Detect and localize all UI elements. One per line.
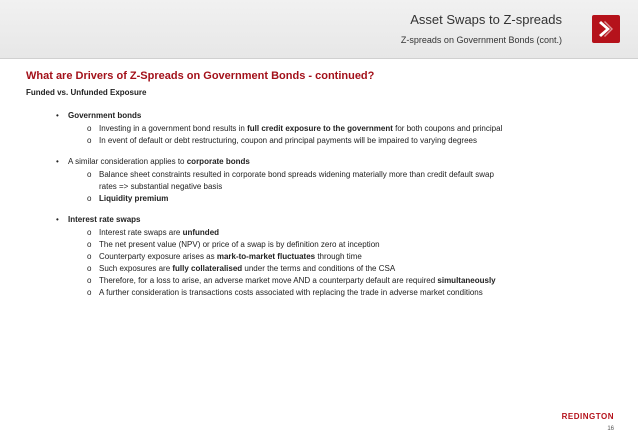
bullet-government-bonds: • Government bonds <box>56 111 142 120</box>
chevron-right-icon <box>598 20 614 38</box>
page-number: 16 <box>607 426 614 432</box>
section-label: Funded vs. Unfunded Exposure <box>26 88 147 97</box>
slide-title: Asset Swaps to Z-spreads <box>410 12 562 27</box>
header-band <box>0 0 638 59</box>
logo-badge <box>592 15 620 43</box>
brand-logo: REDINGTON <box>561 412 614 421</box>
bullet-corporate-bonds: • A similar consideration applies to corporate bonds <box>56 157 250 166</box>
bullet-title: Government bonds <box>68 111 142 120</box>
main-heading: What are Drivers of Z-Spreads on Government Bonds - continued? <box>26 70 375 82</box>
slide-subtitle: Z-spreads on Government Bonds (cont.) <box>400 35 562 45</box>
bullet-title: Interest rate swaps <box>68 215 141 224</box>
bullet-interest-rate-swaps: • Interest rate swaps <box>56 215 141 224</box>
